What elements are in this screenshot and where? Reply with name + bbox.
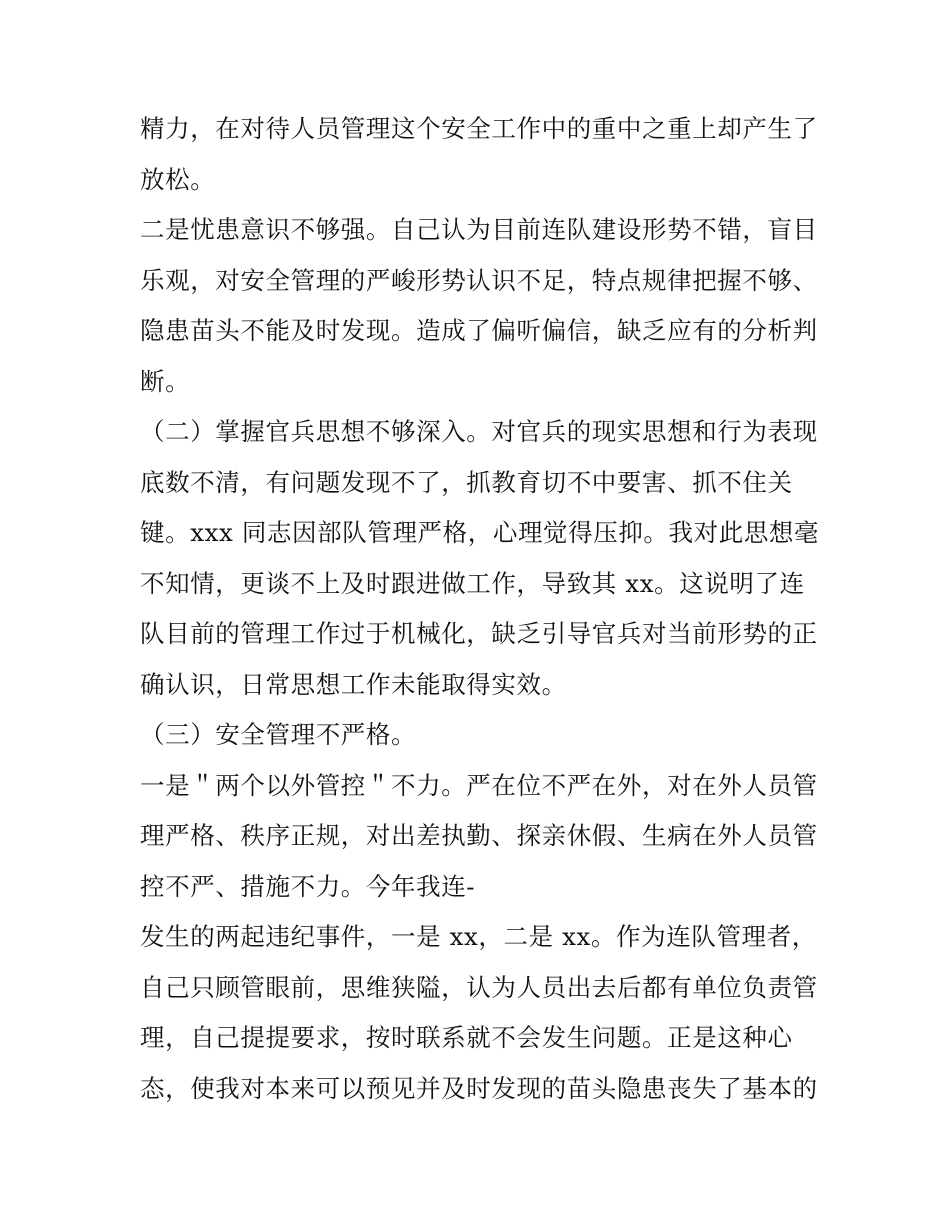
text-line: 理，自己提提要求，按时联系就不会发生问题。正是这种心 [140, 1023, 793, 1052]
text-line: 理严格、秩序正规，对出差执勤、探亲休假、生病在外人员管 [140, 821, 818, 850]
text-line: 不知情，更谈不上及时跟进做工作，导致其 xx。这说明了连 [140, 568, 805, 598]
text-line: 二是忧患意识不够强。自己认为目前连队建设形势不错，盲目 [140, 215, 818, 244]
text-line: 队目前的管理工作过于机械化，缺乏引导官兵对当前形势的正 [140, 619, 818, 648]
text-line: 控不严、措施不力。今年我连- [140, 871, 476, 901]
text-line: 乐观，对安全管理的严峻形势认识不足，特点规律把握不够、 [140, 265, 818, 295]
text-line: （二）掌握官兵思想不够深入。对官兵的现实思想和行为表现 [140, 417, 818, 446]
text-line: 自己只顾管眼前，思维狭隘，认为人员出去后都有单位负责管 [140, 972, 818, 1002]
text-line: 精力，在对待人员管理这个安全工作中的重中之重上却产生了 [140, 114, 818, 143]
text-line: 隐患苗头不能及时发现。造成了偏听偏信，缺乏应有的分析判 [140, 316, 818, 345]
text-line: 断。 [140, 366, 191, 396]
text-line: 确认识，日常思想工作未能取得实效。 [140, 669, 567, 699]
text-line: 一是＂两个以外管控＂不力。严在位不严在外，对在外人员管 [140, 770, 818, 800]
text-line: 底数不清，有问题发现不了，抓教育切不中要害、抓不住关 [140, 467, 793, 497]
text-line: 发生的两起违纪事件，一是 xx，二是 xx。作为连队管理者， [140, 922, 817, 951]
text-line: 键。xxx 同志因部队管理严格，心理觉得压抑。我对此思想毫 [140, 518, 820, 547]
text-line: （三）安全管理不严格。 [140, 720, 417, 749]
text-line: 放松。 [140, 164, 216, 194]
text-line: 态，使我对本来可以预见并及时发现的苗头隐患丧失了基本的 [140, 1073, 818, 1103]
body-text [140, 104, 820, 1114]
